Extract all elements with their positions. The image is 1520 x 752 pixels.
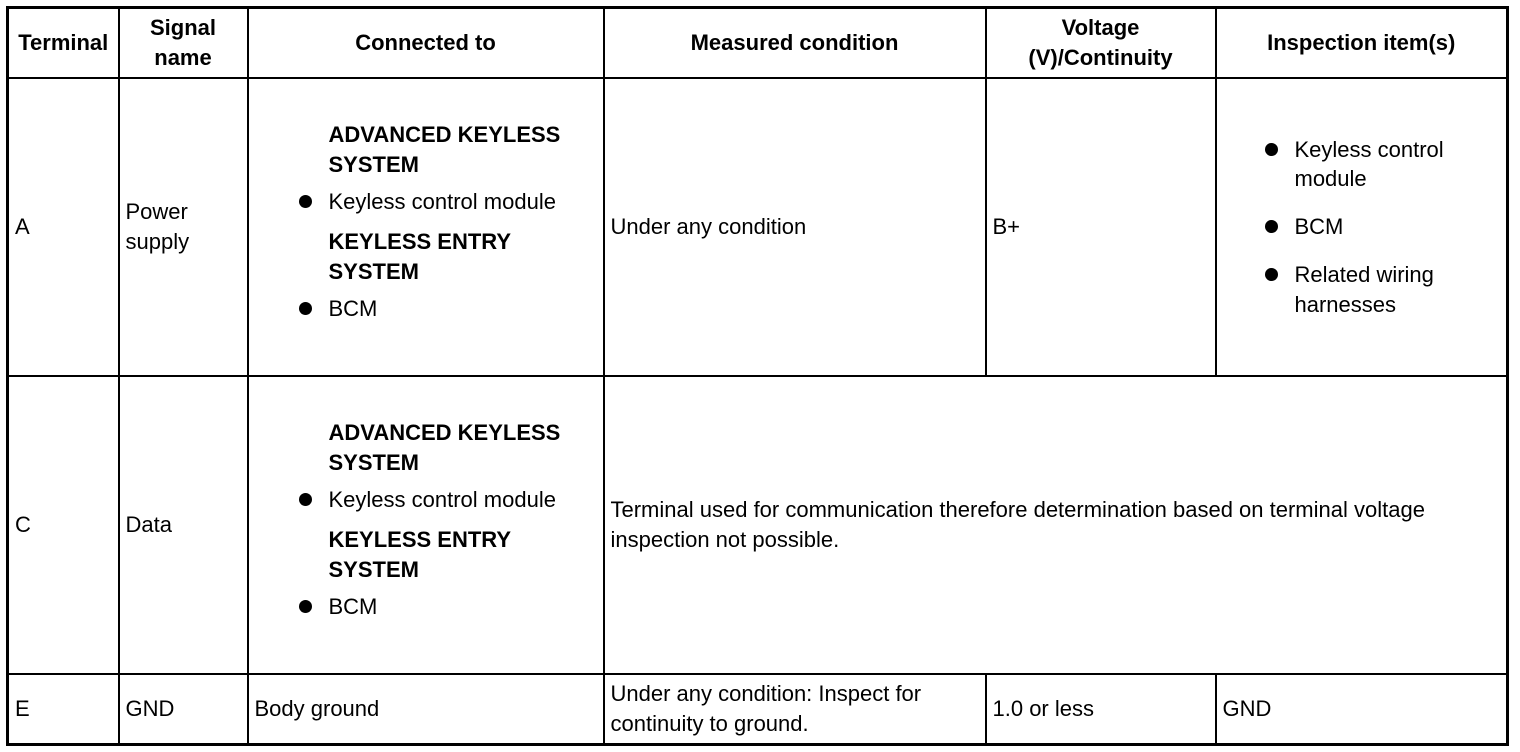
- terminal-cell: C: [8, 376, 119, 674]
- header-signal-name: Signal name: [119, 8, 248, 79]
- bullet-icon: [299, 302, 312, 315]
- measured-condition-cell: Under any condition: [604, 78, 986, 376]
- table-row: [8, 78, 1508, 376]
- system-title: ADVANCED KEYLESS SYSTEM: [328, 419, 561, 475]
- terminal-cell: A: [8, 78, 119, 376]
- terminal-cell: E: [8, 674, 119, 745]
- bullet-icon: [299, 493, 312, 506]
- voltage-cell: 1.0 or less: [986, 674, 1216, 745]
- list-item-label: BCM: [328, 296, 378, 322]
- header-measured-condition: Measured condition: [604, 8, 986, 79]
- communication-note-cell: Terminal used for communication therefore determination based on terminal voltage inspection not possible.: [604, 376, 1508, 674]
- connected-to-cell: [248, 78, 604, 376]
- list-item-label: BCM: [1294, 214, 1344, 240]
- header-voltage: Voltage (V)/Continuity: [986, 8, 1216, 79]
- system-title: KEYLESS ENTRY SYSTEM: [328, 527, 511, 582]
- table-row: [8, 674, 1508, 745]
- voltage-cell: B+: [986, 78, 1216, 376]
- list-item: [1223, 135, 1501, 194]
- signal-name-cell: Data: [119, 376, 248, 674]
- bullet-icon: [1265, 143, 1278, 156]
- bullet-icon: [299, 195, 312, 208]
- list-item: [255, 592, 597, 622]
- header-inspection-items: Inspection item(s): [1216, 8, 1508, 79]
- bullet-icon: [299, 600, 312, 613]
- list-item: [1223, 260, 1501, 319]
- header-terminal: Terminal: [8, 8, 119, 79]
- list-item-label: BCM: [328, 594, 378, 620]
- inspection-items-cell: GND: [1216, 674, 1508, 745]
- list-item: [255, 294, 597, 324]
- signal-name-cell: GND: [119, 674, 248, 745]
- header-connected-to: Connected to: [248, 8, 604, 79]
- connected-to-cell: Body ground: [248, 674, 604, 745]
- table-row: [8, 376, 1508, 674]
- connected-to-cell: [248, 376, 604, 674]
- system-title: ADVANCED KEYLESS SYSTEM: [328, 121, 561, 177]
- bullet-icon: [1265, 220, 1278, 233]
- list-item-label: Keyless control module: [1294, 136, 1444, 192]
- list-item: [255, 485, 597, 515]
- signal-name-cell: Power supply: [119, 78, 248, 376]
- inspection-items-cell: [1216, 78, 1508, 376]
- terminal-spec-table: [6, 6, 1509, 746]
- header-row: [8, 8, 1508, 79]
- list-item: [1223, 212, 1501, 242]
- list-item-label: Keyless control module: [328, 487, 556, 513]
- system-title: KEYLESS ENTRY SYSTEM: [328, 229, 511, 284]
- measured-condition-cell: Under any condition: Inspect for continuity to ground.: [604, 674, 986, 745]
- list-item-label: Keyless control module: [328, 189, 556, 215]
- list-item-label: Related wiring harnesses: [1294, 261, 1434, 317]
- list-item: [255, 187, 597, 217]
- bullet-icon: [1265, 268, 1278, 281]
